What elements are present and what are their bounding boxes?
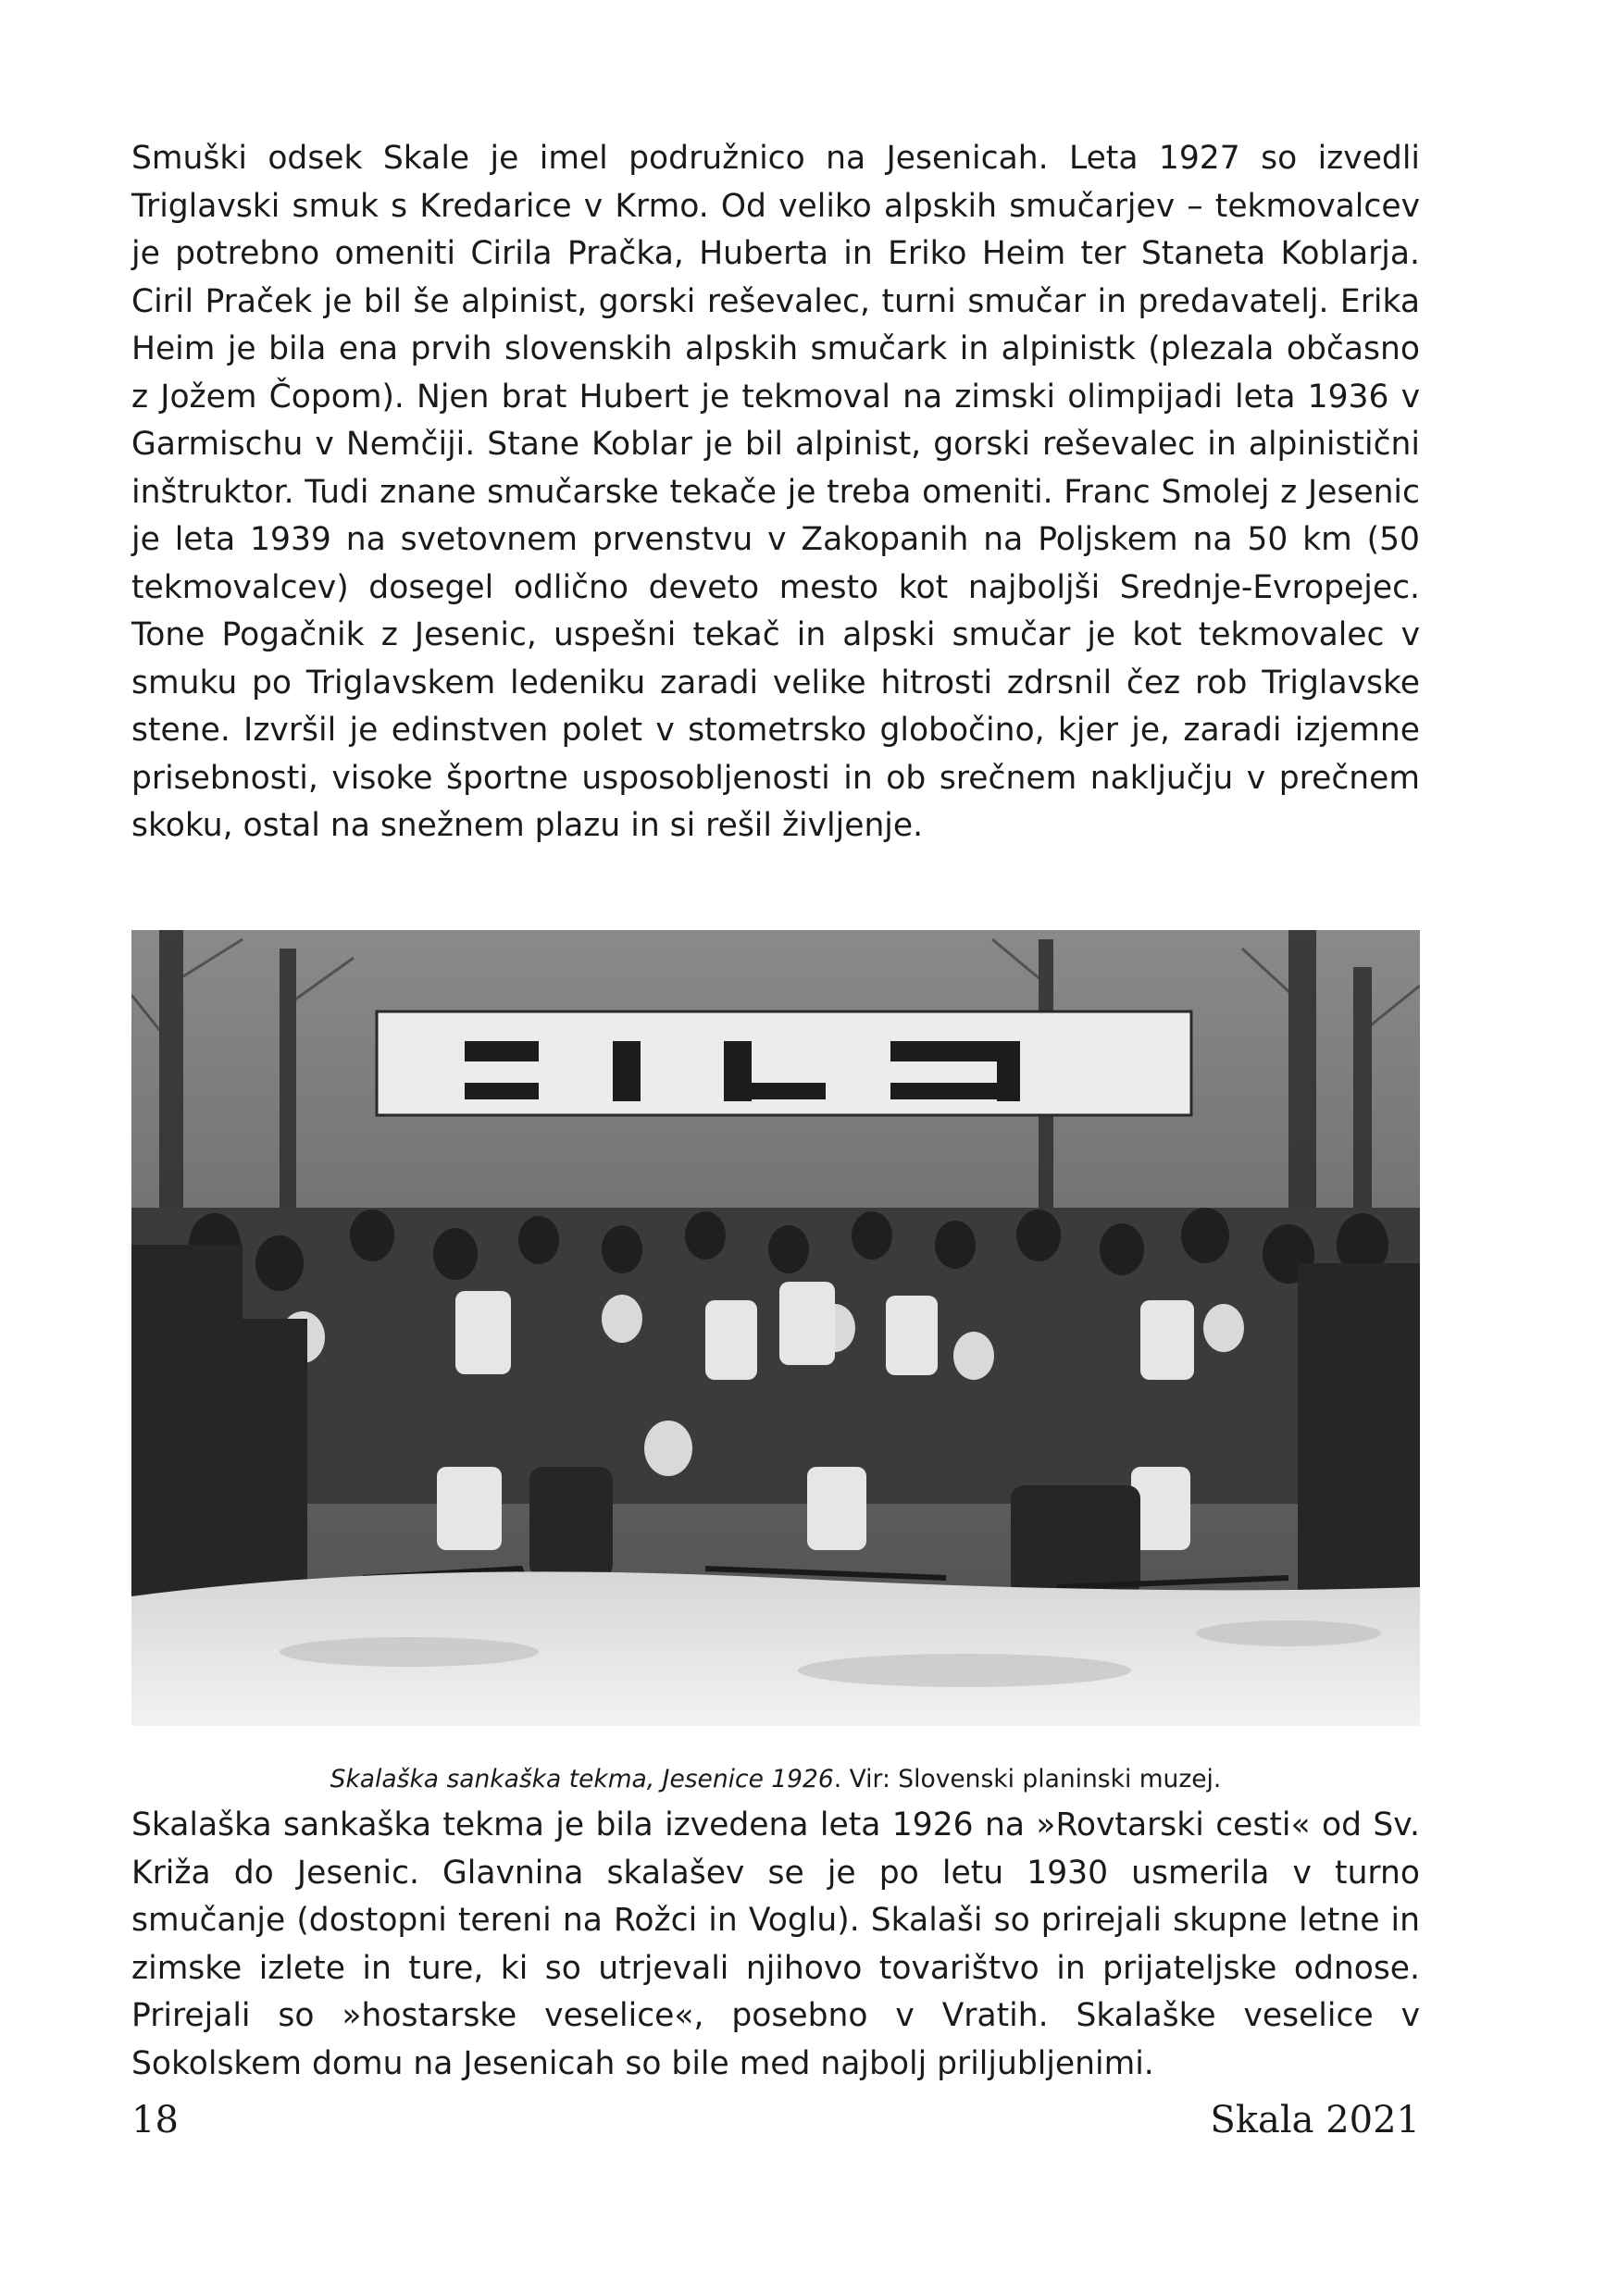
paragraph-bottom: Skalaška sankaška tekma je bila izvedena leta 1926 na »Rovtarski cesti« od Sv. Križa do Jesenic. Glavnina skalašev se je po letu 1930 usmerila v turno smučanje (dostopni tereni na Rožci in Voglu). Skalaši so prirejali skupne letne in zimske izlete in ture, ki so utrjevali njihovo tovarištvo in prijateljske odnose. Prirejali so »hostarske veselice«, posebno v Vratih. Skalaške veselice v Sokolskem domu na Jesenicah so bile med najbolj priljubljenimi. (131, 1806, 1420, 2082)
photo-caption (131, 1763, 1420, 1796)
historical-photo (131, 930, 1420, 1726)
publication-name: Skala 2021 (1210, 2099, 1420, 2141)
paragraph-top: Smuški odsek Skale je imel podružnico na Jesenicah. Leta 1927 so izvedli Triglavski smuk s Kredarice v Krmo. Od veliko alpskih smučarjev – tekmovalcev je potrebno omeniti Cirila Pračka, Huberta in Eriko Heim ter Staneta Koblarja. Ciril Praček je bil še alpinist, gorski reševalec, turni smučar in predavatelj. Erika Heim je bila ena prvih slovenskih alpskih smučark in alpinistk (plezala občasno z Jožem Čopom). Njen brat Hubert je tekmoval na zimski olimpijadi leta 1936 v Garmischu v Nemčiji. Stane Koblar je bil alpinist, gorski reševalec in alpinistični inštruktor. Tudi znane smučarske tekače je treba omeniti. Franc Smolej z Jesenic je leta 1939 na svetovnem prvenstvu v Zakopanih na Poljskem na 50 km (50 tekmovalcev) dosegel odlično deveto mesto kot najboljši Srednje-Evropejec. Tone Pogačnik z Jesenic, uspešni tekač in alpski smučar je kot tekmovalec v smuku po Triglavskem ledeniku zaradi velike hitrosti zdrsnil čez rob Triglavske stene. Izvršil je edinstven polet v stometrsko globočino, kjer je, zaradi izjemne prisebnosti, visoke športne usposobljenosti in ob srečnem naključju v prečnem skoku, ostal na snežnem plazu in si rešil življenje. (131, 140, 1420, 844)
caption-source: . Vir: Slovenski planinski muzej. (833, 1765, 1222, 1793)
page-number: 18 (131, 2099, 179, 2141)
caption-title: Skalaška sankaška tekma, Jesenice 1926 (330, 1765, 834, 1793)
